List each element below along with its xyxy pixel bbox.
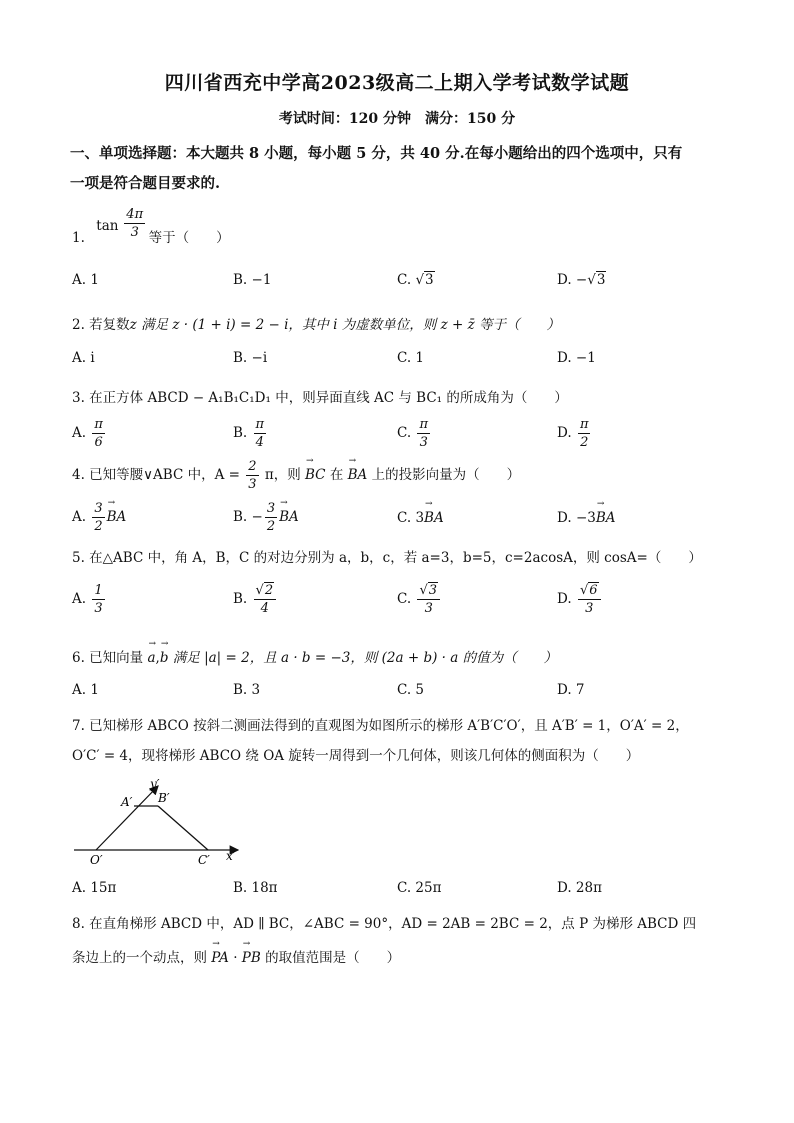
q3-option-d: D. $\frac{\pi}{2}$ (557, 417, 589, 450)
q1-tan: tan (96, 218, 119, 234)
q1-sqrt-d: 3 (596, 272, 606, 288)
q4-option-c: C. 3→ BA (397, 510, 444, 526)
q3-option-c: C. $\frac{\pi}{3}$ (397, 417, 428, 450)
label-x: x′ (226, 849, 236, 863)
q3-option-a: A. $\frac{\pi}{6}$ (72, 417, 103, 450)
question-5: 5. 在△ABC 中，角 A，B，C 的对边分别为 a，b，c，若 a=3，b=5，c=2acosA，则 cosA=（ ） (72, 550, 702, 566)
q7-option-a: A. 15π (72, 880, 117, 896)
q5-option-d: D. $\frac{√6}{3}$ (557, 582, 603, 617)
label-a: A′ (121, 795, 133, 809)
q7-trapezoid-figure (70, 772, 250, 868)
q6-option-a: A. 1 (72, 682, 99, 698)
label-b: B′ (158, 791, 170, 805)
q4-option-d: D. −3→ BA (557, 510, 616, 526)
q2-option-c: C. 1 (397, 350, 425, 366)
q1-option-a: A. 1 (72, 272, 99, 288)
q1-tail: 等于（ ） (148, 230, 230, 246)
question-1 (72, 206, 230, 246)
edge-b-c (158, 806, 208, 850)
q4-vector-bc: → BC (305, 467, 326, 483)
page-title: 四川省西充中学高2023级高二上期入学考试数学试题 (164, 72, 630, 94)
q4-option-a: A. $\frac{3}{2}$ → BA (72, 500, 126, 535)
q6-option-b: B. 3 (233, 682, 261, 698)
label-y: y′ (150, 777, 160, 791)
question-4: 4. 已知等腰∨ABC 中，A = $\frac{2}{3}$ π，则 → BC 在 → BA 上的投影向量为（ ） (72, 458, 520, 493)
question-8-line1: 8. 在直角梯形 ABCD 中，AD ∥ BC，∠ABC = 90°，AD = 2AB = 2BC = 2，点 P 为梯形 ABCD 四 (72, 916, 697, 932)
q6-option-c: C. 5 (397, 682, 425, 698)
q4-vector-ba: → BA (348, 467, 368, 483)
question-7-line2: O′C′ = 4，现将梯形 ABCO 绕 OA 旋转一周得到一个几何体，则该几何体的侧面积为（ ） (72, 748, 640, 764)
question-6: 6. 已知向量 → a,→ b 满足 |a| = 2，且 a · b = −3，则 (2a + b) · a 的值为（ ） (72, 646, 557, 666)
q1-option-b: B. −1 (233, 272, 272, 288)
exam-info: 考试时间：120 分钟 满分：150 分 (278, 111, 516, 127)
q4-option-b: B. − $\frac{3}{2}$ → BA (233, 500, 299, 535)
q8-vector-pa: → PA (211, 950, 229, 966)
q1-fraction: $\frac{4\pi}{3}$ (126, 207, 144, 240)
label-c: C′ (198, 853, 210, 867)
label-o: O′ (90, 853, 103, 867)
q6-vector-a: → a (147, 650, 155, 666)
q5-option-c: C. $\frac{√3}{3}$ (397, 582, 442, 617)
q7-option-c: C. 25π (397, 880, 442, 896)
q2-option-a: A. i (72, 350, 95, 366)
q7-option-b: B. 18π (233, 880, 278, 896)
q6-vector-b: → b (160, 650, 169, 666)
q1-tan-expression (96, 206, 144, 246)
question-2: 2. 若复数z 满足 z · (1 + i) = 2 − i，其中 i 为虚数单位，则 z + z̄ 等于（ ） (72, 317, 560, 333)
q8-vector-pb: → PB (242, 950, 261, 966)
q2-option-b: B. −i (233, 350, 268, 366)
question-7-line1: 7. 已知梯形 ABCO 按斜二测画法得到的直观图为如图所示的梯形 A′B′C′O′，且 A′B′ = 1，O′A′ = 2， (72, 718, 689, 734)
q1-option-c: C. √3 (397, 272, 434, 288)
q1-option-d: D. −√3 (557, 272, 606, 288)
q6-option-d: D. 7 (557, 682, 585, 698)
question-3: 3. 在正方体 ABCD − A₁B₁C₁D₁ 中，则异面直线 AC 与 BC₁ 的所成角为（ ） (72, 390, 568, 406)
q2-option-d: D. −1 (557, 350, 596, 366)
question-8-line2: 条边上的一个动点，则 → PA · → PB 的取值范围是（ ） (72, 946, 400, 966)
section-heading-line2: 一项是符合题目要求的. (70, 175, 221, 192)
q1-sqrt-c: 3 (425, 272, 434, 288)
q1-number: 1. (72, 230, 85, 246)
q7-option-d: D. 28π (557, 880, 602, 896)
q5-option-a: A. $\frac{1}{3}$ (72, 583, 103, 616)
section-heading-line1: 一、单项选择题：本大题共 8 小题，每小题 5 分，共 40 分.在每小题给出的四个选项中，只有 (70, 145, 683, 162)
q5-option-b: B. $\frac{√2}{4}$ (233, 582, 278, 617)
q3-option-b: B. $\frac{\pi}{4}$ (233, 417, 265, 450)
